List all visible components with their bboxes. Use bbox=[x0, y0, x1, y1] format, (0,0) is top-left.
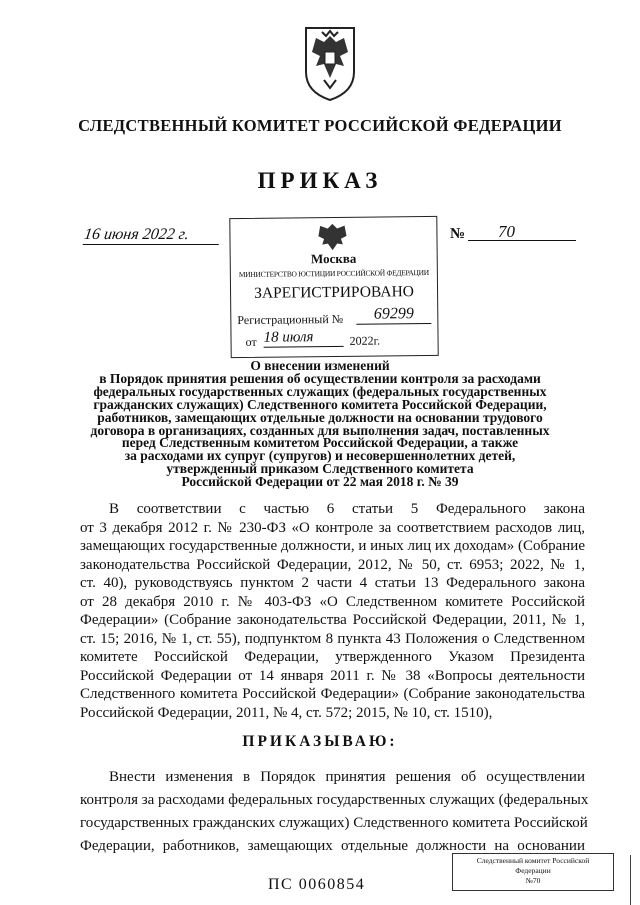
document-type: ПРИКАЗ bbox=[257, 168, 383, 193]
decree-heading: ПРИКАЗЫВАЮ: bbox=[242, 733, 398, 750]
text-line: Российской Федерации, 2011, № 4, ст. 572; 2015, № 10, ст. 1510), bbox=[80, 704, 493, 721]
title-line: договора в организациях, созданных для выполнения задач, поставленных bbox=[90, 422, 550, 438]
stamp-ministry: МИНИСТЕРСТВО ЮСТИЦИИ РОССИЙСКОЙ ФЕДЕРАЦИИ bbox=[238, 268, 429, 279]
stamp-city: Москва bbox=[310, 250, 357, 267]
serial-number: ПС 0060854 bbox=[268, 876, 366, 893]
text-line: от 28 декабря 2010 г. № 403-ФЗ «О Следственном комитете Российской bbox=[80, 593, 585, 610]
text-line: ст. 15; 2016, № 1, ст. 55), подпунктом 8 пункта 43 Положения о Следственном bbox=[80, 630, 585, 647]
order-title bbox=[20, 360, 620, 489]
title-line: в Порядок принятия решения об осуществлении контроля за расходами bbox=[99, 370, 541, 386]
number-underline bbox=[468, 240, 576, 241]
title-line: гражданских служащих) Следственного комитета Российской Федерации, bbox=[93, 396, 547, 412]
text-line: Внести изменения в Порядок принятия решения об осуществлении bbox=[109, 769, 585, 785]
stamp-from-label: от bbox=[245, 334, 257, 349]
registration-stamp bbox=[229, 216, 438, 358]
handwritten-number: 70 bbox=[498, 222, 515, 241]
stamp-year: 2022г. bbox=[349, 333, 381, 348]
text-line: замещающих государственные должности, и иных лиц их доходам» (Собрание bbox=[80, 538, 585, 554]
footer-box-line: Федерации bbox=[515, 866, 551, 875]
order-paragraph bbox=[80, 766, 589, 858]
text-line: В соответствии с частью 6 статьи 5 Федерального закона bbox=[109, 501, 585, 517]
stamp-reg-label: Регистрационный № bbox=[237, 311, 344, 328]
text-line: законодательства Российской Федерации, 2012, № 50, ст. 6953; 2022, № 1, bbox=[80, 556, 585, 573]
registration-footer-box bbox=[452, 853, 614, 891]
text-line: Следственного комитета Российской Федерации» (Собрание законодательства bbox=[80, 686, 585, 702]
text-line: Российской Федерации от 14 января 2011 г. № 38 «Вопросы деятельности bbox=[80, 667, 585, 684]
text-line: Федерации» (Собрание законодательства Российской Федерации, 2011, № 1, bbox=[80, 612, 585, 628]
text-line: ст. 40), руководствуясь пунктом 2 части 4 статьи 13 Федерального закона bbox=[80, 575, 585, 591]
title-line: работников, замещающих отдельные должности на основании трудового bbox=[97, 409, 543, 425]
title-line: перед Следственным комитетом Российской Федерации, а также bbox=[121, 435, 519, 451]
handwritten-date: 16 июня 2022 г. bbox=[83, 226, 222, 245]
title-line: О внесении изменений bbox=[250, 358, 390, 373]
number-label: № bbox=[450, 226, 466, 242]
organization-name: СЛЕДСТВЕННЫЙ КОМИТЕТ РОССИЙСКОЙ ФЕДЕРАЦИИ bbox=[78, 116, 562, 135]
text-line: комитете Российской Федерации, утвержденного Указом Президента bbox=[80, 649, 585, 665]
title-line: Российской Федерации от 22 мая 2018 г. № 39 bbox=[181, 474, 459, 490]
stamp-reg-number: 69299 bbox=[356, 305, 431, 325]
stamp-registered: ЗАРЕГИСТРИРОВАНО bbox=[254, 283, 415, 302]
stamp-reg-date: 18 июля bbox=[263, 329, 343, 348]
title-line: федеральных государственных служащих (федеральных государственных bbox=[93, 383, 547, 399]
title-line: за расходами их супруг (супругов) и несовершеннолетних детей, bbox=[124, 448, 516, 464]
text-line: от 3 декабря 2012 г. № 230-ФЗ «О контроле за соответствием расходов лиц, bbox=[80, 519, 585, 536]
text-line: государственных гражданских служащих) Следственного комитета Российской bbox=[80, 815, 588, 831]
coat-of-arms-emblem bbox=[298, 22, 362, 102]
text-line: контроля за расходами федеральных государственных служащих (федеральных bbox=[80, 792, 589, 808]
stamp-emblem-icon bbox=[314, 222, 350, 252]
scan-edge-line bbox=[630, 855, 631, 905]
preamble-paragraph bbox=[80, 500, 585, 722]
title-line: утвержденный приказом Следственного комитета bbox=[166, 461, 474, 477]
text-line: Федерации, работников, замещающих отдельные должности на основании bbox=[80, 838, 585, 854]
footer-box-line: Следственный комитет Российской bbox=[476, 856, 590, 865]
footer-box-line: №70 bbox=[525, 876, 541, 885]
